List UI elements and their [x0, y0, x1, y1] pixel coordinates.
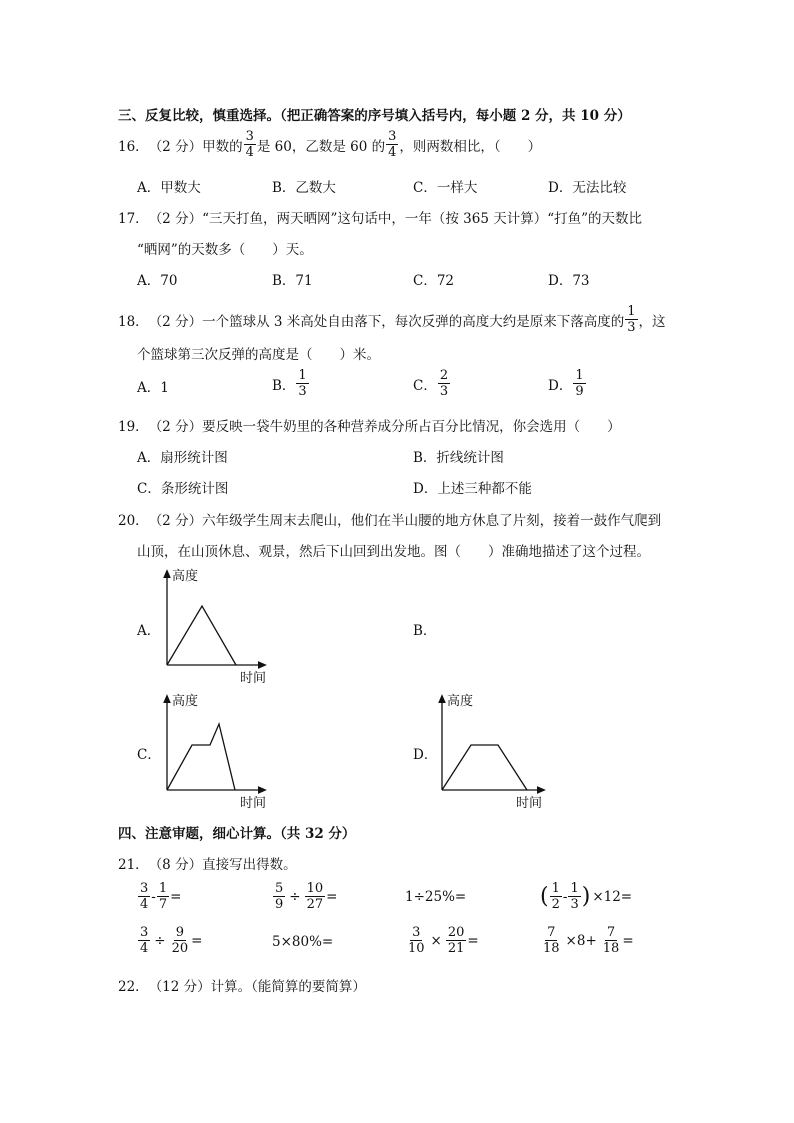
q16-fraction-2: $\frac{3}{4}$: [388, 129, 397, 160]
q21-expr-8: $\frac{7}{18}$ ×8+ $\frac{7}{18}$ =: [543, 925, 634, 956]
section4-heading: 四、注意审题，细心计算。（共 32 分）: [118, 826, 356, 842]
q16-text-3: ，则两数相比，（ ）: [399, 138, 542, 155]
height-line: [167, 724, 235, 790]
q16-text-1: 甲数的: [202, 138, 243, 155]
q19-number: 19．: [118, 419, 149, 435]
q20-option-a-label[interactable]: A．: [137, 623, 161, 639]
q16-option-d[interactable]: D．无法比较: [548, 180, 627, 196]
q16-option-c[interactable]: C．一样大: [413, 180, 478, 196]
q21-expr-1: $\frac{3}{4}$ - $\frac{1}{7}$ =: [140, 881, 182, 912]
y-axis-label: 高度: [172, 569, 199, 584]
q17-stem-line1: [118, 207, 642, 227]
q22-text: （12 分）计算。（能简算的要简算）: [148, 979, 366, 995]
q17-option-a[interactable]: A．70: [137, 273, 178, 289]
q19-option-a[interactable]: A．扇形统计图: [137, 450, 228, 466]
q18-text-1: （2 分）一个篮球从 3 米高处自由落下，每次反弹的高度大约是原来下落高度的: [148, 313, 625, 330]
q18-option-a[interactable]: A．1: [137, 380, 169, 396]
q20-text-line2: 山顶，在山顶休息、观景，然后下山回到出发地。图（ ）准确地描述了这个过程。: [137, 544, 650, 560]
q18-stem-line1: [118, 305, 666, 334]
x-axis-label: 时间: [240, 671, 267, 686]
q19-option-b[interactable]: B．折线统计图: [413, 450, 504, 466]
q18-text-2: ，这: [638, 313, 666, 330]
q20-graph-d: [430, 688, 555, 813]
q20-graph-a: [155, 563, 275, 688]
q21-expr-5: $\frac{3}{4}$ ÷ $\frac{9}{20}$ =: [140, 925, 203, 956]
q19-text: （2 分）要反映一袋牛奶里的各种营养成分所占百分比情况，你会选用（ ）: [148, 419, 621, 435]
q16-number: 16．: [118, 138, 149, 155]
x-axis-label: 时间: [240, 796, 267, 811]
q21-stem: [118, 853, 297, 873]
q20-option-d-label[interactable]: D．: [413, 747, 438, 763]
q17-number: 17．: [118, 211, 149, 227]
q20-graph-c: [155, 688, 275, 813]
q21-number: 21．: [118, 857, 149, 873]
q16-text-2: 是 60，乙数是 60 的: [256, 138, 386, 155]
q20-stem-line1: [118, 509, 661, 529]
q17-text-line1: （2 分）“三天打鱼，两天晒网”这句话中，一年（按 365 天计算）“打鱼”的天数比: [148, 211, 643, 227]
q20-option-b-label[interactable]: B．: [413, 623, 437, 639]
q17-text-line2: “晒网”的天数多（ ）天。: [137, 242, 313, 258]
q19-stem: [118, 415, 621, 435]
q18-option-b[interactable]: B． $\frac{1}{3}$: [272, 368, 307, 399]
q18-fraction: $\frac{1}{3}$: [627, 304, 636, 335]
x-axis-label: 时间: [516, 796, 543, 811]
q16-points: （2 分）: [148, 138, 203, 155]
q18-number: 18．: [118, 313, 149, 330]
q21-expr-2: $\frac{5}{9}$ ÷ $\frac{10}{27}$ =: [275, 881, 338, 912]
q18-option-c[interactable]: C． $\frac{2}{3}$: [413, 368, 449, 399]
height-line: [442, 745, 527, 790]
q16-option-b[interactable]: B．乙数大: [272, 180, 336, 196]
q21-expr-7: $\frac{3}{10}$ × $\frac{20}{21}$ =: [408, 925, 479, 956]
q22-stem: [118, 975, 366, 995]
q20-option-c-label[interactable]: C．: [137, 747, 161, 763]
q17-option-d[interactable]: D．73: [548, 273, 590, 289]
height-line: [167, 606, 236, 665]
y-axis-label: 高度: [447, 694, 474, 709]
q20-number: 20．: [118, 513, 149, 529]
q21-expr-4: ( $\frac{1}{2}$ - $\frac{1}{3}$ ) ×12=: [540, 881, 633, 912]
y-axis-label: 高度: [172, 694, 199, 709]
q16-option-a[interactable]: A．甲数大: [137, 180, 201, 196]
q16-fraction-1: $\frac{3}{4}$: [245, 129, 254, 160]
q21-text: （8 分）直接写出得数。: [148, 857, 297, 873]
q21-expr-6: 5×80%=: [272, 934, 334, 950]
q21-expr-3: 1÷25%=: [405, 889, 467, 905]
q18-option-d[interactable]: D． $\frac{1}{9}$: [548, 368, 584, 399]
q19-option-d[interactable]: D．上述三种都不能: [413, 481, 532, 497]
q17-option-c[interactable]: C．72: [413, 273, 455, 289]
q20-text-line1: （2 分）六年级学生周末去爬山，他们在半山腰的地方休息了片刻，接着一鼓作气爬到: [148, 513, 662, 529]
section3-heading: 三、反复比较，慎重选择。（把正确答案的序号填入括号内，每小题 2 分，共 10 分）: [118, 108, 631, 124]
q17-option-b[interactable]: B．71: [272, 273, 313, 289]
q19-option-c[interactable]: C．条形统计图: [137, 481, 229, 497]
q22-number: 22．: [118, 979, 149, 995]
q18-text-line2: 个篮球第三次反弹的高度是（ ）米。: [137, 347, 380, 363]
q16-stem: [118, 130, 541, 159]
